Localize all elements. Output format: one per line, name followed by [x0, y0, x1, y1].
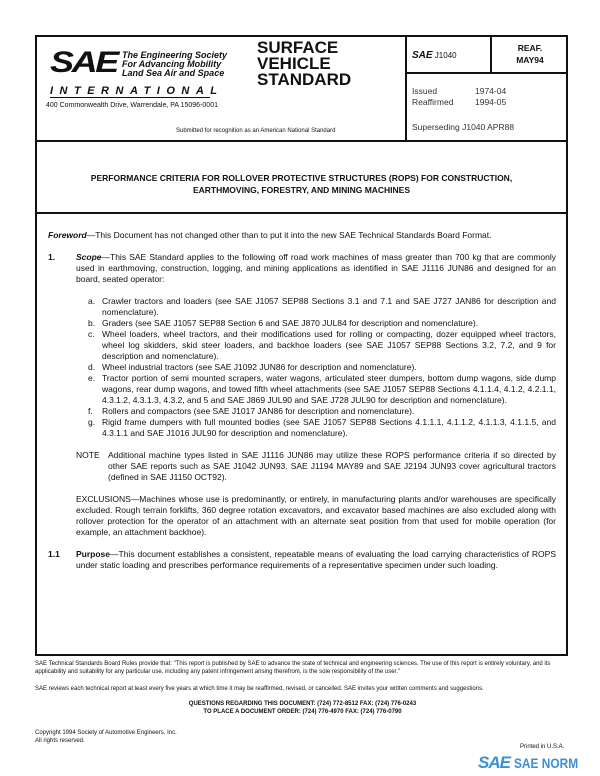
section-number: 1.1 — [48, 549, 60, 559]
watermark-logo: SAE — [478, 753, 510, 772]
doc-type — [257, 40, 351, 88]
doc-number — [412, 50, 457, 61]
doc-type-line: VEHICLE — [257, 54, 331, 73]
list-item — [88, 417, 556, 439]
title-line: PERFORMANCE CRITERIA FOR ROLLOVER PROTECTIVE STRUCTURES (ROPS) FOR CONSTRUCTION, — [90, 173, 513, 183]
item-letter: f. — [88, 406, 93, 416]
watermark — [478, 753, 589, 773]
list-item — [88, 329, 556, 362]
section-heading: Scope — [76, 252, 102, 262]
exclusions: EXCLUSIONS—Machines whose use is predominantly, or entirely, in manufacturing plants and/or warehouses are specifically excluded. Rough terrain forklifts, 360 degree rotation excavators, and excavator based machines are also excluded along with rollover protection for the operator of an attachment with an alternate seat position from that used for mobile operation (for example, an attachment backhoe). — [76, 494, 556, 537]
list-item — [88, 406, 556, 417]
item-text: Tractor portion of semi mounted scrapers, water wagons, articulated steer dumpers, bottom dump wagons, side dump wagons, rear dump wagons, and towed fifth wheel attachments (see SAE J1057 SEP88 Sections 4.1.1.4, 4.1.2, 4.2.1.1, 4.3.1.2, 4.3.1.3, 4.3.2, and 5 and SAE J869 JUL90 and SAE J728 JUL90 for description and nomenclature). — [102, 373, 556, 405]
tagline: Land Sea Air and Space — [122, 68, 225, 78]
note-label: NOTE — [76, 450, 100, 460]
document-body — [48, 230, 556, 571]
item-text: Wheel loaders, wheel tractors, and their modifications used for rolling or compacting, dozer equipped wheel tractors, wheel log skidders, skid steer loaders, and backhoe loaders (see SAE J1057 SEP88 Sections 3.2, 7.2, and 9 for description and nomenclature). — [102, 329, 556, 361]
item-text: Crawler tractors and loaders (see SAE J1057 SEP88 Sections 3.1 and 7.1 and SAE J727 JAN86 for description and nomenclature). — [102, 296, 556, 317]
machine-list — [88, 296, 556, 439]
header-divider — [405, 72, 568, 74]
item-text: Rigid frame dumpers with full mounted bodies (see SAE J1057 SEP88 Sections 4.1.1.1, 4.1.1.2, 4.1.1.3, 4.1.1.5, and 4.3.1.1 and SAE J1016 JUL90 for description and nomenclature). — [102, 417, 556, 438]
list-item — [88, 318, 556, 329]
watermark-text: SAE NORM — [513, 755, 579, 771]
international-label: INTERNATIONAL — [50, 85, 224, 97]
item-letter: e. — [88, 373, 96, 383]
reaffirmed-label: Reaffirmed — [412, 97, 454, 107]
submitted-note: Submitted for recognition as an American National Standard — [176, 128, 336, 134]
rights: All rights reserved. — [35, 738, 85, 744]
issued-label: Issued — [412, 86, 438, 96]
foreword — [48, 230, 556, 241]
doc-type-line: SURFACE — [257, 38, 339, 57]
item-letter: g. — [88, 417, 96, 427]
note — [76, 450, 556, 483]
item-letter: a. — [88, 296, 96, 306]
tagline: The Engineering Society — [122, 50, 228, 60]
copyright: Copyright 1994 Society of Automotive Engineers, Inc. — [35, 730, 177, 736]
item-text: Rollers and compactors (see SAE J1017 JAN86 for description and nomenclature). — [102, 406, 415, 416]
issued-value: 1974-04 — [475, 86, 507, 96]
list-item — [88, 373, 556, 406]
reaffirmed-value: 1994-05 — [475, 97, 507, 107]
item-text: Wheel industrial tractors (see SAE J1092 JUN86 for description and nomenclature). — [102, 362, 417, 372]
sae-mark: SAE — [412, 50, 433, 61]
printed-in: Printed in U.S.A. — [520, 744, 565, 750]
list-item — [88, 296, 556, 318]
section-purpose — [48, 549, 556, 571]
doc-number-text: J1040 — [434, 51, 457, 60]
item-letter: d. — [88, 362, 96, 372]
footer-review: SAE reviews each technical report at least every five years at which time it may be reaffirmed, revised, or cancelled. SAE invites your written comments and suggestions. — [35, 686, 484, 692]
document-title — [40, 172, 563, 196]
section-scope — [48, 252, 556, 285]
section-text: —This document establishes a consistent, repeatable means of evaluating the load carrying characteristics of ROPS under static loading and prescribes performance requirements of a representative specimen under such loading. — [76, 549, 556, 570]
foreword-text: —This Document has not changed other than to put it into the new SAE Technical Standards Board Format. — [86, 230, 492, 240]
reaf-label: REAF. — [517, 43, 543, 53]
sae-logo — [50, 48, 230, 88]
footer-order: TO PLACE A DOCUMENT ORDER: (724) 776-4970 FAX: (724) 776-0790 — [203, 709, 402, 715]
reaf-box — [492, 42, 568, 66]
section-heading: Purpose — [76, 549, 111, 559]
section-text: —This SAE Standard applies to the following off road work machines of mass greater than 700 kg that are commonly used in earthmoving, construction, logging, and mining applications as identified in SAE J1116 JUN86 and designed for an board, seated operator: — [76, 252, 556, 284]
logo-text: SAE — [50, 46, 117, 79]
doc-type-line: STANDARD — [257, 70, 352, 89]
item-text: Graders (see SAE J1057 SEP88 Section 6 and SAE J870 JUL84 for description and nomenclature). — [102, 318, 479, 328]
header-divider — [405, 35, 407, 142]
list-item — [88, 362, 556, 373]
footer-questions: QUESTIONS REGARDING THIS DOCUMENT: (724) 772-8512 FAX: (724) 776-0243 — [188, 701, 417, 707]
title-line: EARTHMOVING, FORESTRY, AND MINING MACHINES — [192, 185, 411, 195]
address: 400 Commonwealth Drive, Warrendale, PA 15096-0001 — [46, 102, 218, 109]
section-number: 1. — [48, 252, 56, 262]
footer-rules: SAE Technical Standards Board Rules provide that: "This report is published by SAE to advance the state of technical and engineering sciences. The use of this report is entirely voluntary, and its applicability and suitability for any particular use, including any patent infringement arising therefrom, is the sole responsibility of the user." — [35, 661, 551, 675]
item-letter: b. — [88, 318, 96, 328]
superseding: Superseding J1040 APR88 — [412, 122, 515, 132]
note-text: Additional machine types listed in SAE J1116 JUN86 may utilize these ROPS performance criteria if so directed by other SAE reports such as SAE J1042 JUN93. SAE J1194 MAY89 and SAE J2194 JUN93 cover agricultural tractors (defined in SAE J1150 OCT92). — [108, 450, 556, 482]
tagline: For Advancing Mobility — [122, 59, 222, 69]
item-letter: c. — [88, 329, 95, 339]
reaf-date: MAY94 — [516, 55, 544, 65]
foreword-heading: Foreword — [48, 230, 87, 240]
